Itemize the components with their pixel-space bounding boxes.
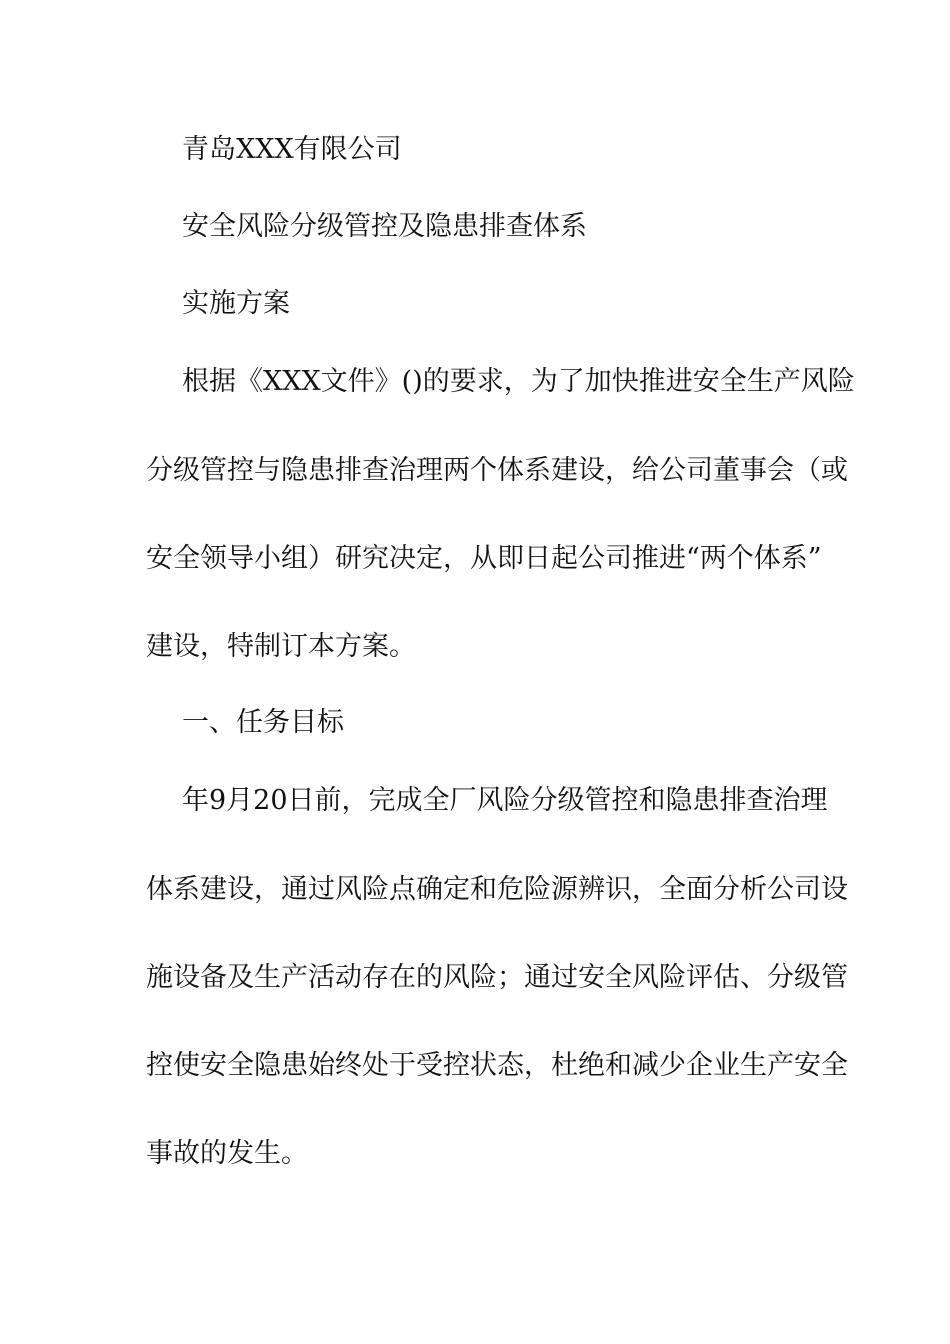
goal-line-1: 年9月20日前，完成全厂风险分级管控和隐患排查治理	[182, 785, 828, 816]
goal-line-3: 施设备及生产活动存在的风险；通过安全风险评估、分级管	[146, 962, 848, 993]
company-name: 青岛XXX有限公司	[182, 134, 402, 165]
intro-line-3: 安全领导小组）研究决定，从即日起公司推进“两个体系”	[146, 543, 822, 574]
intro-line-1: 根据《XXX文件》()的要求，为了加快推进安全生产风险	[182, 366, 855, 397]
plan-title: 实施方案	[182, 288, 290, 319]
intro-line-2: 分级管控与隐患排查治理两个体系建设，给公司董事会（或	[146, 455, 848, 486]
goal-line-4: 控使安全隐患始终处于受控状态，杜绝和减少企业生产安全	[146, 1050, 848, 1081]
goal-line-5: 事故的发生。	[146, 1138, 308, 1169]
intro-line-4: 建设，特制订本方案。	[146, 631, 416, 662]
goal-line-2: 体系建设，通过风险点确定和危险源辨识，全面分析公司设	[146, 874, 848, 905]
section-heading: 一、任务目标	[182, 707, 344, 738]
system-title: 安全风险分级管控及隐患排查体系	[182, 211, 587, 242]
